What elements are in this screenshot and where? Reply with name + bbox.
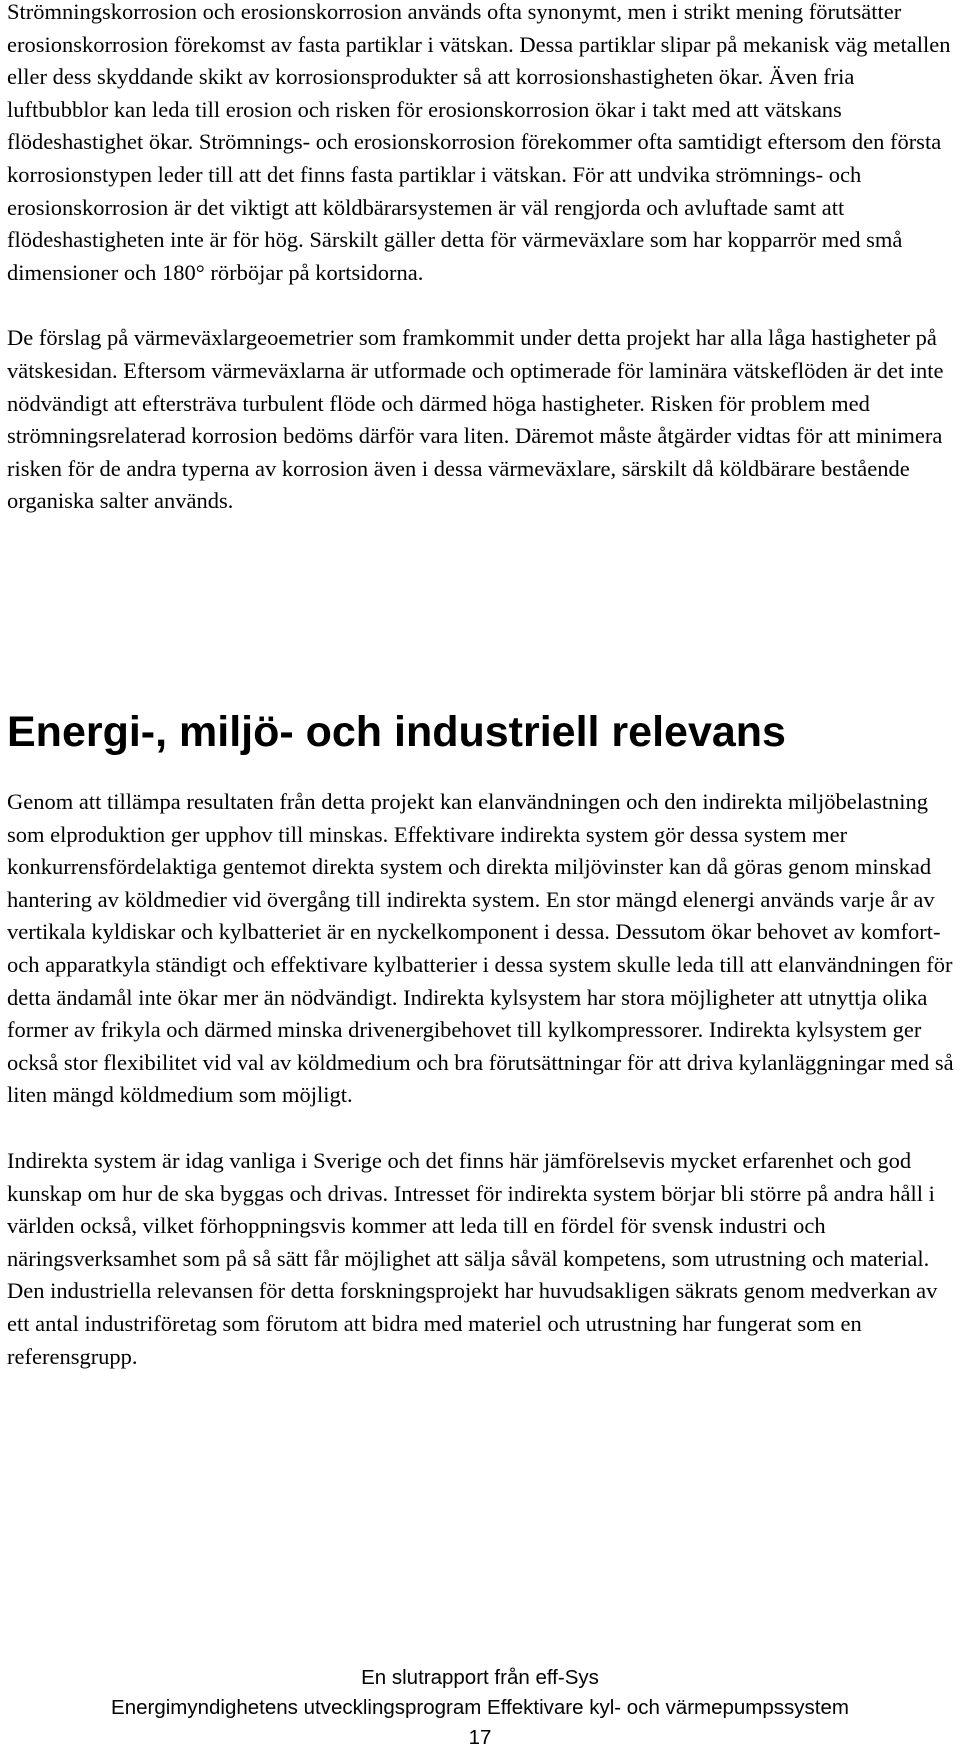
footer-report-title: En slutrapport från eff-Sys [361,1666,599,1689]
paragraph-corrosion-types: Strömningskorrosion och erosionskorrosion används ofta synonymt, men i strikt mening förutsätter erosionskorrosion förekomst av fasta partiklar i vätskan. Dessa partiklar slipar på mekanisk väg metallen eller dess skyddande skikt av korrosionsprodukter så att korrosionshastigheten ökar. Även fria luftbubblor kan leda till erosion och risken för erosionskorrosion ökar i takt med att vätskans flödeshastighet ökar. Strömnings- och erosionskorrosion förekommer ofta samtidigt eftersom den första korrosionstypen leder till att det finns fasta partiklar i vätskan. För att undvika strömnings- och erosionskorrosion är det viktigt att köldbärarsystemen är väl rengjorda och avluftade samt att flödeshastigheten inte är för hög. Särskilt gäller detta för värmeväxlare som har kopparrör med små dimensioner och 180° rörböjar på kortsidorna. [7,0,951,285]
page-footer [0,1663,960,1753]
footer-program: Energimyndighetens utvecklingsprogram Effektivare kyl- och värmepumpssystem [111,1696,849,1719]
section-heading: Energi-, miljö- och industriell relevans [7,708,786,756]
paragraph-indirect-systems: Indirekta system är idag vanliga i Sverige och det finns här jämförelsevis mycket erfarenhet och god kunskap om hur de ska byggas och drivas. Intresset för indirekta system börjar bli större på andra håll i världen också, vilket förhoppningsvis kommer att leda till en fördel för svensk industri och näringsverksamhet som på så sätt får möjlighet att sälja såväl kompetens, som utrustning och material. Den industriella relevansen för detta forskningsprojekt har huvudsakligen säkrats genom medverkan av ett antal industriföretag som förutom att bidra med materiel och utrustning har fungerat som en referensgrupp. [7,1147,938,1369]
page-number: 17 [468,1726,492,1749]
section-body [7,786,955,1373]
paragraph-heat-exchanger-geometries: De förslag på värmeväxlargeoemetrier som framkommit under detta projekt har alla låga hastigheter på vätskesidan. Eftersom värmeväxlarna är utformade och optimerade för laminära vätskeflöden är det inte nödvändigt att eftersträva turbulent flöde och därmed höga hastigheter. Risken för problem med strömningsrelaterad korrosion bedöms därför vara liten. Däremot måste åtgärder vidtas för att minimera risken för de andra typerna av korrosion även i dessa värmeväxlare, särskilt då köldbärare bestående organiska salter används. [7,325,944,514]
body-text-top [7,0,955,518]
paragraph-energy-savings: Genom att tillämpa resultaten från detta projekt kan elanvändningen och den indirekta miljöbelastning som elproduktion ger upphov till minskas. Effektivare indirekta system gör dessa system mer konkurrensfördelaktiga gentemot direkta system och direkta miljövinster kan då göras genom minskad hantering av köldmedier vid övergång till indirekta system. En stor mängd elenergi används varje år av vertikala kyldiskar och kylbatteriet är en nyckelkomponent i dessa. Dessutom ökar behovet av komfort- och apparatkyla ständigt och effektivare kylbatterier i dessa system skulle leda till att elanvändningen för detta ändamål inte ökar mer än nödvändigt. Indirekta kylsystem har stora möjligheter att utnyttja olika former av frikyla och därmed minska drivenergibehovet till kylkompressorer. Indirekta kylsystem ger också stor flexibilitet vid val av köldmedium och bra förutsättningar för att driva kylanläggningar med så liten mängd köldmedium som möjligt. [7,789,954,1108]
